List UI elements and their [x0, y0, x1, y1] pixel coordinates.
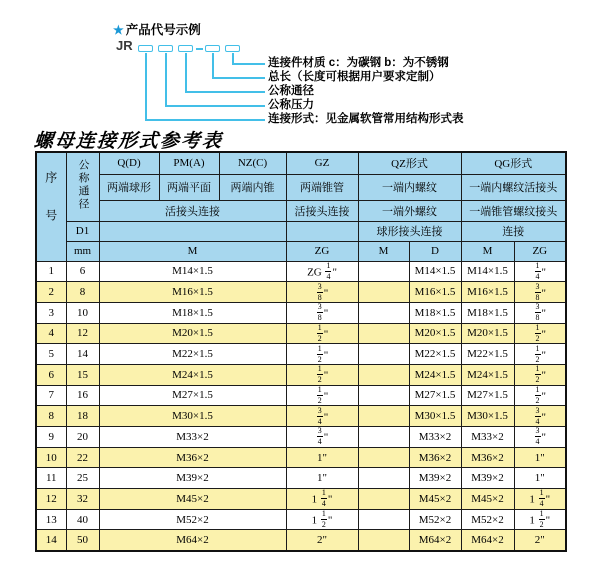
table-cell: 1	[36, 261, 66, 282]
table-cell: 12	[66, 323, 99, 344]
table-cell: M30×1.5	[99, 406, 286, 427]
header-conn-union: 活接头连接	[99, 200, 286, 221]
table-cell: M14×1.5	[409, 261, 461, 282]
table-cell: 40	[66, 509, 99, 530]
header-connect: 连接	[461, 221, 566, 241]
table-cell: 2"	[286, 530, 358, 551]
code-box-2	[158, 45, 173, 52]
table-cell: M39×2	[461, 468, 514, 489]
table-cell: M45×2	[409, 489, 461, 510]
table-cell	[358, 530, 409, 551]
table-cell: M27×1.5	[461, 385, 514, 406]
table-cell: 1 $\frac{1}{2}$ "	[514, 509, 566, 530]
table-cell: M39×2	[99, 468, 286, 489]
table-cell	[358, 447, 409, 468]
table-cell: 1 $\frac{1}{4}$ "	[514, 489, 566, 510]
table-cell: $\frac{1}{2}$ "	[286, 344, 358, 365]
table-cell: 12	[36, 489, 66, 510]
table-cell: M45×2	[99, 489, 286, 510]
header-group-pm: PM(A)	[159, 152, 219, 174]
table-cell	[358, 302, 409, 323]
table-cell: M33×2	[99, 427, 286, 448]
table-cell: M18×1.5	[409, 302, 461, 323]
table-cell: 1"	[286, 468, 358, 489]
header-conn-gz: 活接头连接	[286, 200, 358, 221]
table-cell: M39×2	[409, 468, 461, 489]
table-cell: M52×2	[99, 509, 286, 530]
code-box-5	[225, 45, 240, 52]
table-cell: M20×1.5	[409, 323, 461, 344]
header-conn-qg: 一端锥管螺纹接头	[461, 200, 566, 221]
table-cell: $\frac{1}{2}$ "	[514, 323, 566, 344]
table-cell: M14×1.5	[99, 261, 286, 282]
table-cell: 1"	[286, 447, 358, 468]
table-cell: M24×1.5	[461, 364, 514, 385]
table-cell: 18	[66, 406, 99, 427]
table-cell: M16×1.5	[461, 282, 514, 303]
header-desc-qg: 一端内螺纹活接头	[461, 174, 566, 200]
code-label-material: 连接件材质 c：为碳钢 b：为不锈钢	[268, 57, 449, 69]
table-cell: $\frac{1}{2}$ "	[514, 385, 566, 406]
code-label-diameter: 公称通径	[268, 85, 314, 97]
table-cell: M16×1.5	[99, 282, 286, 303]
table-cell: 1"	[514, 447, 566, 468]
header-group-qz: QZ形式	[358, 152, 461, 174]
table-cell: M52×2	[461, 509, 514, 530]
connector-line	[212, 53, 214, 77]
table-row	[36, 364, 566, 385]
table-cell: M20×1.5	[461, 323, 514, 344]
table-cell: $\frac{3}{4}$ "	[514, 406, 566, 427]
header-thread-zg: ZG	[286, 241, 358, 261]
table-cell: M33×2	[461, 427, 514, 448]
table-cell: M24×1.5	[409, 364, 461, 385]
table-cell: $\frac{1}{2}$ "	[286, 364, 358, 385]
code-prefix: JR	[116, 38, 133, 53]
table-cell: 6	[36, 364, 66, 385]
header-group-qg: QG形式	[461, 152, 566, 174]
table-cell: 5	[36, 344, 66, 365]
header-desc-nz: 两端内锥	[219, 174, 286, 200]
code-label-connection: 连接形式：见金属软管常用结构形式表	[268, 113, 464, 125]
header-qg-zg: ZG	[514, 241, 566, 261]
table-cell: M16×1.5	[409, 282, 461, 303]
table-cell: M36×2	[99, 447, 286, 468]
table-row	[36, 447, 566, 468]
table-cell: M22×1.5	[409, 344, 461, 365]
header-group-nz: NZ(C)	[219, 152, 286, 174]
table-row	[36, 323, 566, 344]
table-cell: M18×1.5	[99, 302, 286, 323]
header-empty-cell	[286, 221, 358, 241]
table-row	[36, 385, 566, 406]
table-cell: 10	[36, 447, 66, 468]
table-cell: 22	[66, 447, 99, 468]
table-cell: 4	[36, 323, 66, 344]
table-cell	[358, 468, 409, 489]
table-row	[36, 302, 566, 323]
table-cell: 8	[66, 282, 99, 303]
header-group-qd: Q(D)	[99, 152, 159, 174]
table-cell: $\frac{3}{8}$ "	[286, 302, 358, 323]
table-title: 螺母连接形式参考表	[33, 131, 224, 152]
table-cell: M64×2	[99, 530, 286, 551]
table-cell	[358, 364, 409, 385]
header-thread-m: M	[99, 241, 286, 261]
table-cell: 7	[36, 385, 66, 406]
table-cell: $\frac{1}{2}$ "	[514, 364, 566, 385]
table-row	[36, 427, 566, 448]
table-cell: M52×2	[409, 509, 461, 530]
table-cell: 11	[36, 468, 66, 489]
table-cell: M36×2	[409, 447, 461, 468]
table-cell: 16	[66, 385, 99, 406]
header-desc-qz: 一端内螺纹	[358, 174, 461, 200]
connector-line	[185, 53, 187, 91]
table-cell: $\frac{3}{8}$ "	[514, 302, 566, 323]
table-cell: $\frac{1}{2}$ "	[286, 385, 358, 406]
table-cell: M27×1.5	[99, 385, 286, 406]
table-cell	[358, 406, 409, 427]
header-seq: 序号	[36, 152, 66, 261]
table-cell: M18×1.5	[461, 302, 514, 323]
table-cell: M20×1.5	[99, 323, 286, 344]
table-cell: $\frac{1}{4}$ "	[514, 261, 566, 282]
code-box-4	[205, 45, 220, 52]
table-cell	[358, 509, 409, 530]
header-qz-d: D	[409, 241, 461, 261]
table-cell: ZG $\frac{1}{4}$ "	[286, 261, 358, 282]
table-row	[36, 468, 566, 489]
connector-line	[232, 63, 265, 65]
header-dn: 公称通径	[66, 152, 99, 221]
connector-line	[185, 91, 265, 93]
diagram-title-text: 产品代号示例	[125, 23, 201, 37]
diagram-title	[113, 20, 201, 38]
header-group-gz: GZ	[286, 152, 358, 174]
table-cell: M14×1.5	[461, 261, 514, 282]
table-cell	[358, 261, 409, 282]
table-cell: $\frac{1}{2}$ "	[514, 344, 566, 365]
table-cell: M33×2	[409, 427, 461, 448]
code-box-1	[138, 45, 153, 52]
table-row	[36, 282, 566, 303]
table-cell	[358, 282, 409, 303]
table-cell: M30×1.5	[409, 406, 461, 427]
header-empty-cell	[99, 221, 286, 241]
code-box-3	[178, 45, 193, 52]
table-row	[36, 489, 566, 510]
table-cell: 25	[66, 468, 99, 489]
code-label-pressure: 公称压力	[268, 99, 314, 111]
table-row	[36, 509, 566, 530]
table-cell: 50	[66, 530, 99, 551]
table-cell: 1 $\frac{1}{4}$ "	[286, 489, 358, 510]
header-mm: mm	[66, 241, 99, 261]
table-row	[36, 344, 566, 365]
table-cell	[358, 489, 409, 510]
table-body	[36, 261, 566, 551]
table-cell	[358, 427, 409, 448]
connector-line	[165, 105, 265, 107]
table-cell: M36×2	[461, 447, 514, 468]
table-cell: M22×1.5	[461, 344, 514, 365]
reference-table	[35, 151, 567, 552]
table-cell: 32	[66, 489, 99, 510]
table-cell: $\frac{3}{4}$ "	[286, 406, 358, 427]
table-cell: 14	[66, 344, 99, 365]
table-cell	[358, 323, 409, 344]
table-row	[36, 406, 566, 427]
header-qg-m: M	[461, 241, 514, 261]
table-cell: M64×2	[409, 530, 461, 551]
table-cell: 6	[66, 261, 99, 282]
table-row	[36, 530, 566, 551]
table-cell: 2	[36, 282, 66, 303]
header-desc-gz: 两端锥管	[286, 174, 358, 200]
table-cell: M30×1.5	[461, 406, 514, 427]
table-cell: 15	[66, 364, 99, 385]
connector-line	[212, 77, 265, 79]
code-dash	[196, 48, 203, 50]
table-cell: M45×2	[461, 489, 514, 510]
header-conn-qz: 一端外螺纹	[358, 200, 461, 221]
header-desc-pm: 两端平面	[159, 174, 219, 200]
code-label-length: 总长（长度可根据用户要求定制）	[268, 71, 441, 83]
table-cell: 3	[36, 302, 66, 323]
connector-line	[145, 53, 147, 119]
header-d1: D1	[66, 221, 99, 241]
header-qz-m: M	[358, 241, 409, 261]
star-icon: ★	[113, 23, 124, 37]
table-row	[36, 261, 566, 282]
header-desc-qd: 两端球形	[99, 174, 159, 200]
table-cell: 10	[66, 302, 99, 323]
table-cell: M64×2	[461, 530, 514, 551]
table-cell: $\frac{3}{4}$ "	[514, 427, 566, 448]
connector-line	[165, 53, 167, 105]
table-cell: 9	[36, 427, 66, 448]
table-cell: $\frac{1}{2}$ "	[286, 323, 358, 344]
table-cell: 8	[36, 406, 66, 427]
connector-line	[232, 53, 234, 63]
table-cell: $\frac{3}{8}$ "	[286, 282, 358, 303]
table-cell: 13	[36, 509, 66, 530]
table-cell: $\frac{3}{8}$ "	[514, 282, 566, 303]
table-cell	[358, 385, 409, 406]
table-header	[36, 152, 566, 261]
table-cell: 14	[36, 530, 66, 551]
table-cell: M22×1.5	[99, 344, 286, 365]
table-cell: M27×1.5	[409, 385, 461, 406]
table-cell	[358, 344, 409, 365]
connector-line	[145, 119, 265, 121]
table-cell: 1 $\frac{1}{2}$ "	[286, 509, 358, 530]
header-ball-joint: 球形接头连接	[358, 221, 461, 241]
table-cell: $\frac{3}{4}$ "	[286, 427, 358, 448]
table-cell: 1"	[514, 468, 566, 489]
table-cell: M24×1.5	[99, 364, 286, 385]
table-cell: 20	[66, 427, 99, 448]
table-cell: 2"	[514, 530, 566, 551]
